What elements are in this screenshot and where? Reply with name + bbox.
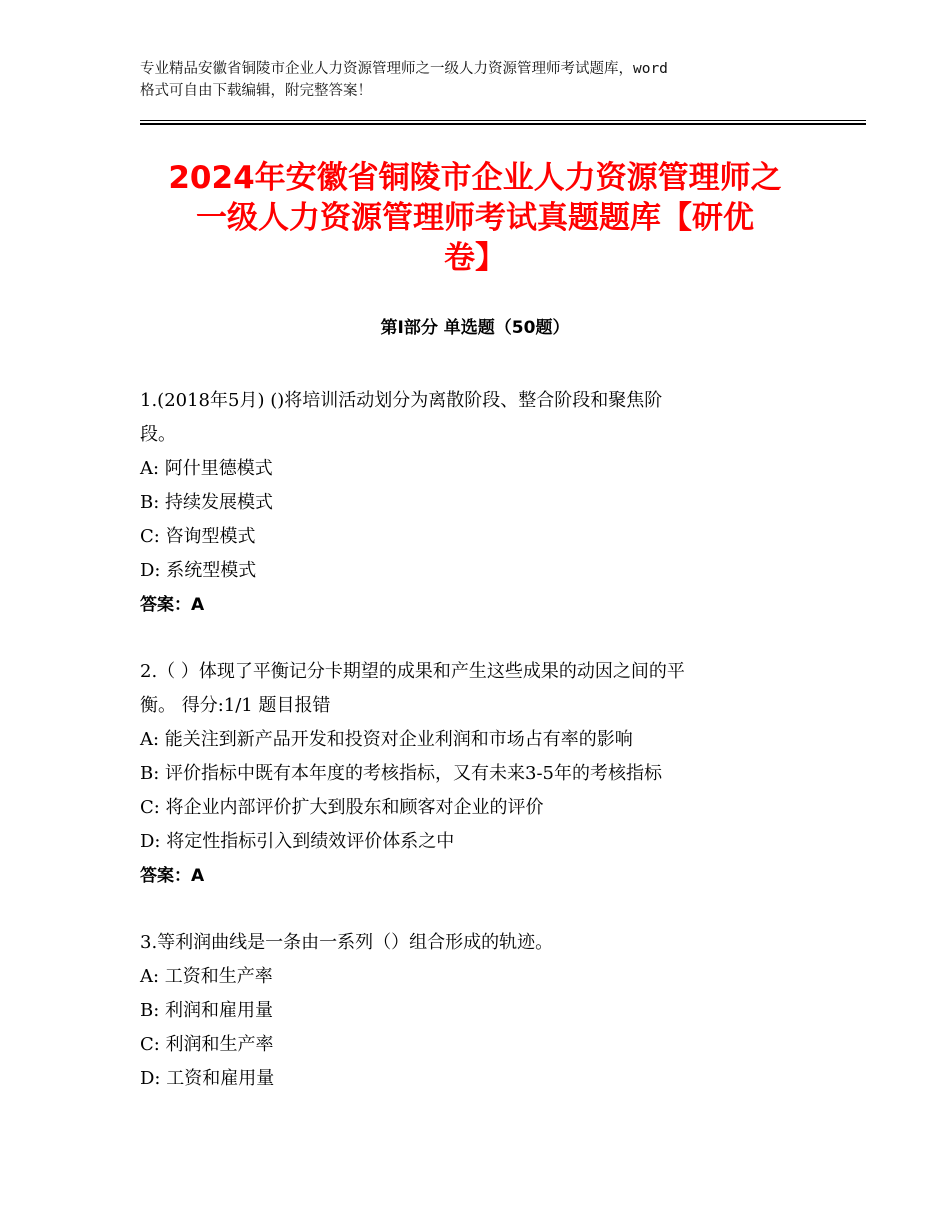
spacer — [140, 622, 820, 655]
section-heading: 第Ⅰ部分 单选题（50题） — [380, 318, 570, 338]
option-c: C: 利润和生产率 — [140, 1034, 274, 1055]
option-a: A: 工资和生产率 — [140, 966, 273, 987]
header-note-line: 格式可自由下载编辑，附完整答案！ — [140, 83, 372, 99]
question-stem: 1.(2018年5月) ()将培训活动划分为离散阶段、整合阶段和聚焦阶 — [140, 390, 663, 411]
answer-label: 答案：A — [140, 866, 205, 886]
header-divider-thin — [140, 120, 866, 121]
title-line: 一级人力资源管理师考试真题题库【研优 — [196, 200, 754, 236]
option-b: B: 利润和雇用量 — [140, 1000, 274, 1021]
header-divider-thick — [140, 123, 866, 125]
title-line: 2024年安徽省铜陵市企业人力资源管理师之 — [168, 160, 782, 196]
header-note — [140, 58, 840, 102]
option-a: A: 能关注到新产品开发和投资对企业利润和市场占有率的影响 — [140, 729, 633, 750]
option-d: D: 将定性指标引入到绩效评价体系之中 — [140, 831, 455, 852]
question-1 — [140, 384, 820, 622]
question-stem: 衡。 得分:1/1 题目报错 — [140, 695, 331, 716]
option-d: D: 工资和雇用量 — [140, 1068, 275, 1089]
document-title — [140, 158, 810, 278]
question-3 — [140, 926, 820, 1096]
option-b: B: 持续发展模式 — [140, 492, 274, 513]
option-c: C: 将企业内部评价扩大到股东和顾客对企业的评价 — [140, 797, 544, 818]
title-line: 卷】 — [444, 240, 506, 276]
question-2 — [140, 655, 820, 893]
option-b: B: 评价指标中既有本年度的考核指标，又有未来3-5年的考核指标 — [140, 763, 662, 784]
question-stem: 2.（ ）体现了平衡记分卡期望的成果和产生这些成果的动因之间的平 — [140, 661, 685, 682]
question-stem: 3.等利润曲线是一条由一系列（）组合形成的轨迹。 — [140, 932, 554, 953]
question-stem: 段。 — [140, 424, 176, 445]
option-a: A: 阿什里德模式 — [140, 458, 273, 479]
option-c: C: 咨询型模式 — [140, 526, 256, 547]
header-note-line: 专业精品安徽省铜陵市企业人力资源管理师之一级人力资源管理师考试题库，word — [140, 61, 668, 77]
option-d: D: 系统型模式 — [140, 560, 257, 581]
spacer — [140, 893, 820, 926]
question-list — [140, 384, 820, 1096]
answer-label: 答案：A — [140, 595, 205, 615]
